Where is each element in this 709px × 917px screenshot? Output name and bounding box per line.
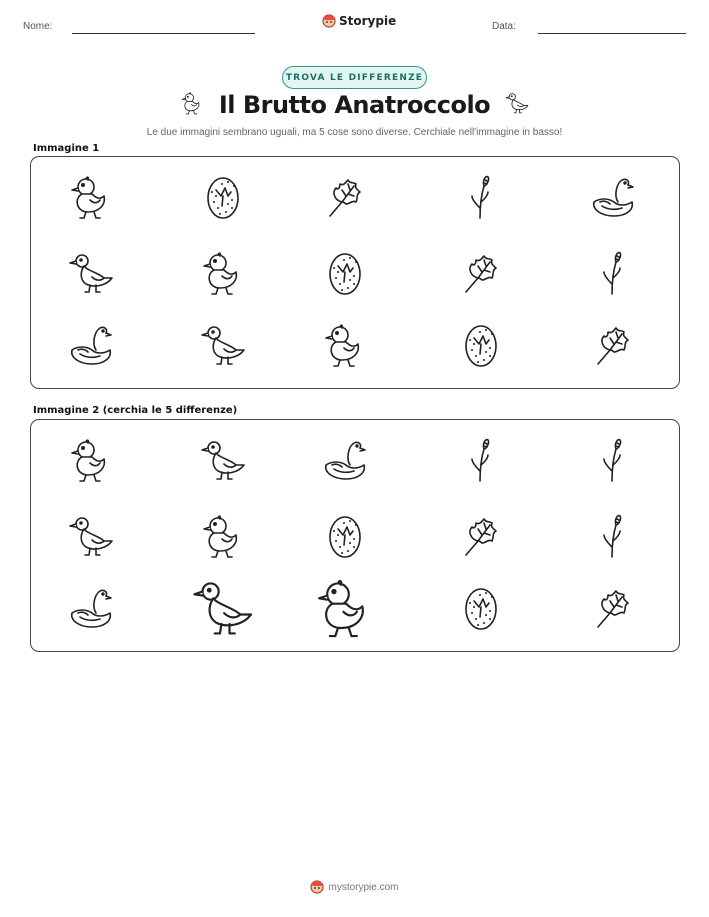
duckling-icon [311,574,379,642]
duckling-icon [179,90,205,120]
grid-cell [61,317,121,373]
grid-cell[interactable] [315,508,375,564]
leaf-icon [588,320,638,370]
duck-icon [504,90,530,116]
swan-icon [66,583,116,633]
image2-label: Immagine 2 (cerchia le 5 differenze) [33,405,238,416]
duck-icon [66,511,116,561]
duckling-icon [66,435,116,485]
grid-cell [315,245,375,301]
grid-cell[interactable] [61,580,121,636]
image1-label: Immagine 1 [33,143,100,154]
duckling-icon [179,90,205,116]
grid-cell[interactable] [451,432,511,488]
leaf-icon [456,511,506,561]
grid-cell [61,245,121,301]
grid-cell [451,245,511,301]
name-label: Nome: [23,21,53,32]
duck-icon [189,574,257,642]
grid-cell[interactable] [61,432,121,488]
duck-icon [504,90,530,120]
image2-panel[interactable] [30,419,680,652]
reed-icon [588,248,638,298]
grid-cell [61,169,121,225]
footer-url: mystorypie.com [328,881,399,893]
brand-name: Storypie [339,14,397,28]
grid-cell [315,317,375,373]
instructions: Le due immagini sembrano uguali, ma 5 cose sono diverse. Cerchiale nell'immagine in basso! [146,127,563,138]
footer [0,880,709,894]
egg-icon [320,511,370,561]
image1-panel [30,156,680,389]
grid-cell[interactable] [583,580,643,636]
grid-cell[interactable] [193,432,253,488]
egg-icon [320,248,370,298]
swan-icon [66,320,116,370]
leaf-icon [588,583,638,633]
swan-icon [588,172,638,222]
grid-cell[interactable] [451,508,511,564]
duck-icon [66,248,116,298]
grid-cell [193,317,253,373]
grid-cell [451,317,511,373]
egg-icon [198,172,248,222]
activity-badge: TROVA LE DIFFERENZE [282,66,427,89]
grid-cell [193,245,253,301]
grid-cell[interactable] [193,580,253,636]
duckling-icon [198,248,248,298]
reed-icon [456,435,506,485]
grid-cell [451,169,511,225]
reed-icon [588,435,638,485]
grid-cell[interactable] [315,580,375,636]
date-label: Data: [492,21,516,32]
duck-icon [198,435,248,485]
duckling-icon [320,320,370,370]
egg-icon [456,583,506,633]
reed-icon [588,511,638,561]
page-title: Il Brutto Anatroccolo [218,91,491,119]
egg-icon [456,320,506,370]
date-line [538,33,686,34]
swan-icon [320,435,370,485]
grid-cell [193,169,253,225]
grid-cell [583,169,643,225]
title-row [0,90,709,120]
grid-cell[interactable] [583,508,643,564]
grid-cell [583,317,643,373]
grid-cell[interactable] [315,432,375,488]
storypie-mascot-icon [322,14,336,28]
grid-cell [315,169,375,225]
grid-cell[interactable] [451,580,511,636]
grid-cell[interactable] [61,508,121,564]
reed-icon [456,172,506,222]
leaf-icon [320,172,370,222]
grid-cell[interactable] [193,508,253,564]
brand-logo [322,14,396,28]
grid-cell[interactable] [583,432,643,488]
duckling-icon [66,172,116,222]
storypie-mascot-icon [310,880,324,894]
duckling-icon [198,511,248,561]
leaf-icon [456,248,506,298]
duck-icon [198,320,248,370]
grid-cell [583,245,643,301]
name-line [72,33,255,34]
